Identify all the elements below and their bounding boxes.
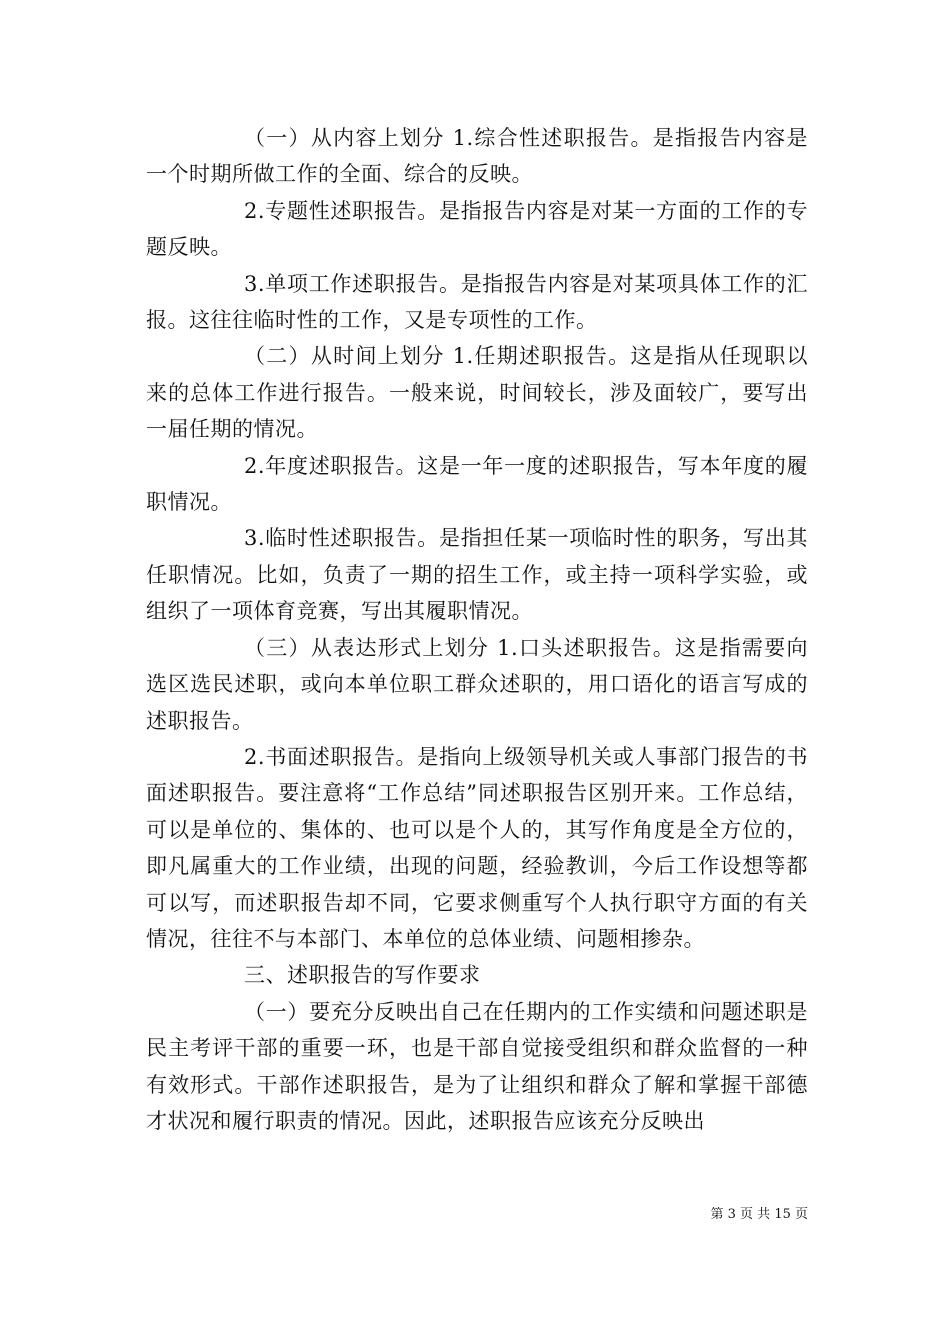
paragraph: 2.书面述职报告。是指向上级领导机关或人事部门报告的书面述职报告。要注意将“工作总结”同述职报告区别开来。工作总结，可以是单位的、集体的、也可以是个人的，其写作角度是全方位的，即凡属重大的工作业绩，出现的问题，经验教训，今后工作设想等都可以写，而述职报告却不同，它要求侧重写个人执行职守方面的有关情况，往往不与本部门、本单位的总体业绩、问题相掺杂。 <box>146 744 808 951</box>
paragraph: （三）从表达形式上划分 1.口头述职报告。这是指需要向选区选民述职，或向本单位职工群众述职的，用口语化的语言写成的述职报告。 <box>146 635 808 733</box>
paragraph: 2.年度述职报告。这是一年一度的述职报告，写本年度的履职情况。 <box>146 453 808 515</box>
paragraph: （一）从内容上划分 1.综合性述职报告。是指报告内容是一个时期所做工作的全面、综合的反映。 <box>146 126 808 187</box>
page-number-footer: 第 3 页 共 15 页 <box>710 1207 808 1222</box>
section-heading: 三、述职报告的写作要求 <box>244 963 481 988</box>
paragraph: 3.单项工作述职报告。是指报告内容是对某项具体工作的汇报。这往往临时性的工作，又是专项性的工作。 <box>146 271 808 333</box>
document-body <box>146 120 808 1139</box>
paragraph: （二）从时间上划分 1.任期述职报告。这是指从任现职以来的总体工作进行报告。一般来说，时间较长，涉及面较广，要写出一届任期的情况。 <box>146 344 808 442</box>
paragraph: 2.专题性述职报告。是指报告内容是对某一方面的工作的专题反映。 <box>146 198 808 260</box>
paragraph: （一）要充分反映出自己在任期内的工作实绩和问题述职是民主考评干部的重要一环，也是干部自觉接受组织和群众监督的一种有效形式。干部作述职报告，是为了让组织和群众了解和掌握干部德才状况和履行职责的情况。因此，述职报告应该充分反映出 <box>146 999 808 1133</box>
paragraph: 3.临时性述职报告。是指担任某一项临时性的职务，写出其任职情况。比如，负责了一期的招生工作，或主持一项科学实验，或组织了一项体育竞赛，写出其履职情况。 <box>146 526 808 624</box>
